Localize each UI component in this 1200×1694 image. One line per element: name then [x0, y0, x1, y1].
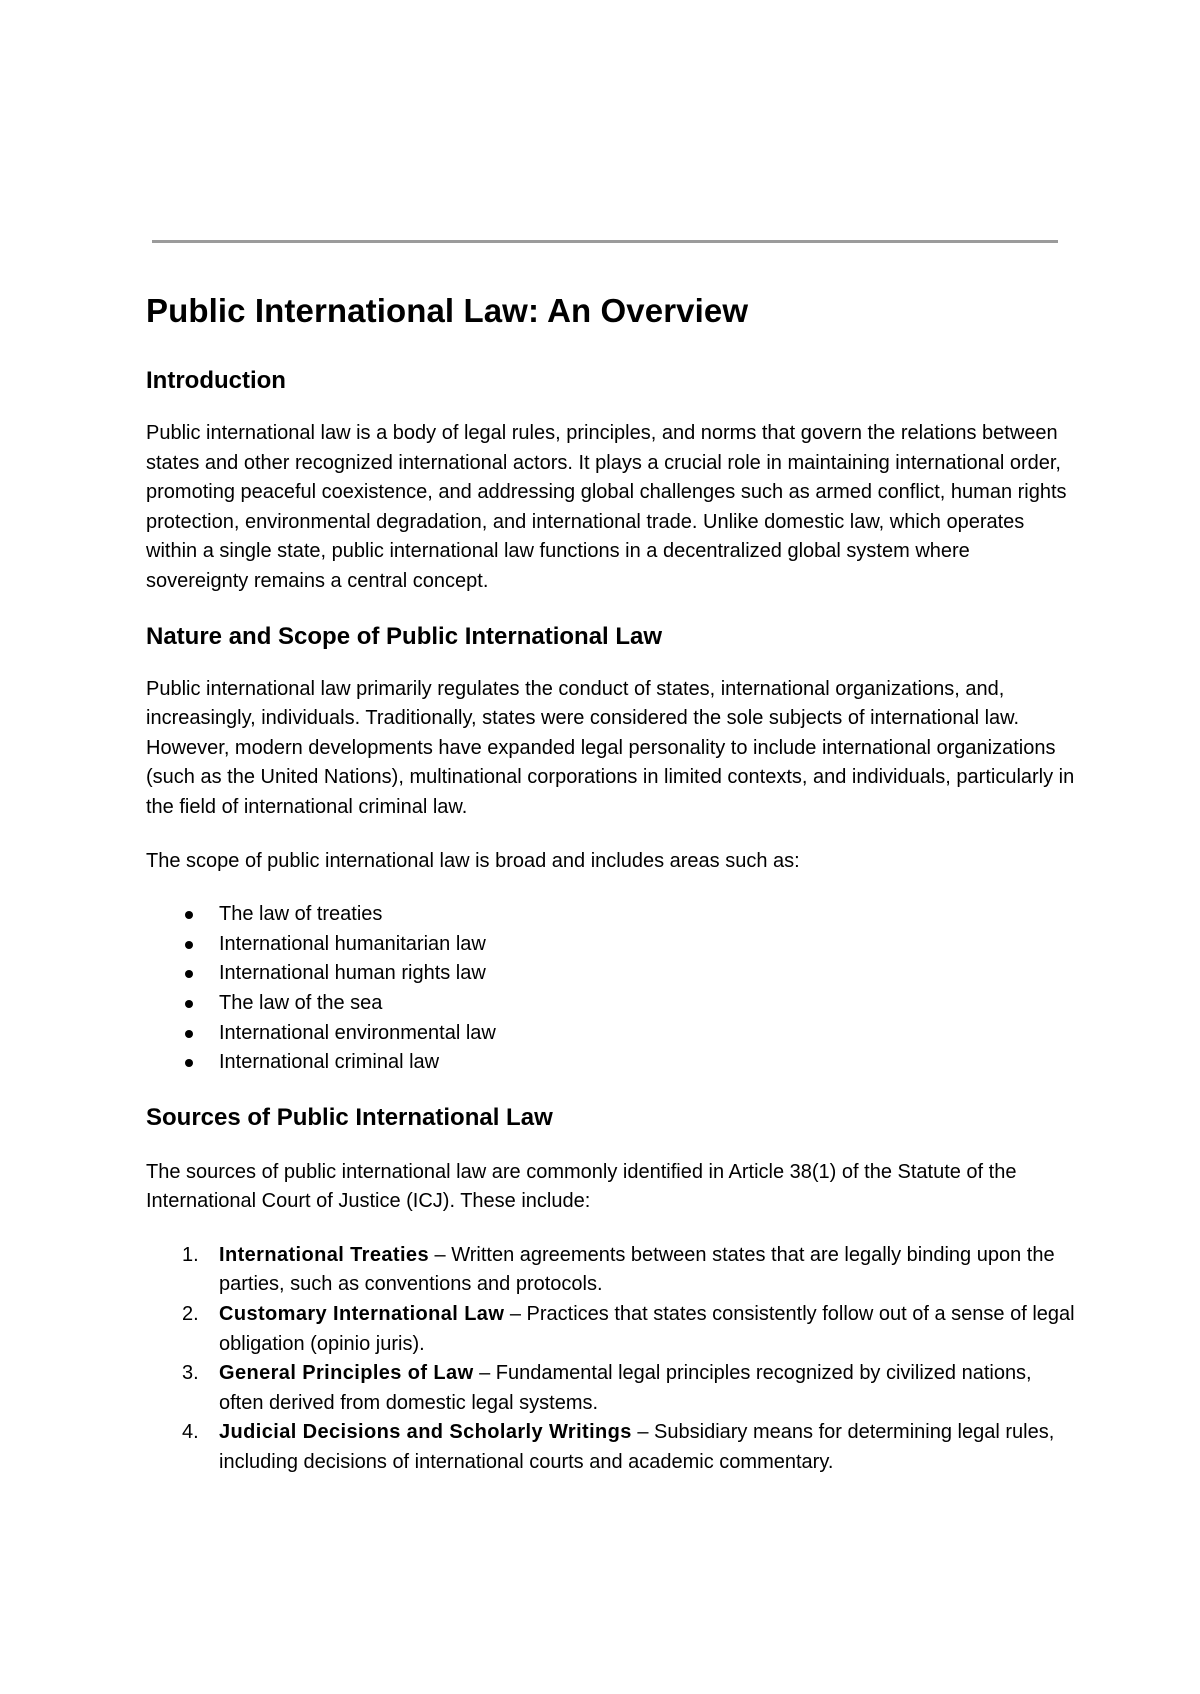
sources-heading: Sources of Public International Law: [146, 1103, 553, 1131]
list-item: [146, 989, 1076, 1019]
sources-paragraph: The sources of public international law are commonly identified in Article 38(1) of the Statute of the International Court of Justice (ICJ). These include:: [146, 1160, 1017, 1213]
scope-areas-list: [146, 900, 1076, 1078]
list-number: 2.: [182, 1303, 199, 1326]
list-item-text: The law of the sea: [219, 991, 383, 1014]
list-item: [146, 1241, 1076, 1300]
source-description: – Fundamental legal principles recognized by civilized nations, often derived from domestic legal systems.: [219, 1362, 1032, 1414]
list-item-text: International criminal law: [219, 1051, 440, 1074]
source-term: International Treaties: [219, 1243, 429, 1266]
list-number: 1.: [182, 1243, 199, 1266]
scope-intro-paragraph: The scope of public international law is broad and includes areas such as:: [146, 849, 800, 872]
sources-list: [146, 1241, 1076, 1478]
horizontal-rule: [152, 240, 1058, 243]
document-body: [146, 284, 1076, 1478]
source-term: General Principles of Law: [219, 1362, 474, 1385]
list-item-text: International human rights law: [219, 962, 486, 985]
list-item: [146, 1300, 1076, 1359]
source-description: – Written agreements between states that are legally binding upon the parties, such as conventions and protocols.: [219, 1243, 1055, 1296]
nature-scope-paragraph: Public international law primarily regulates the conduct of states, international organizations, and, increasingly, individuals. Traditionally, states were considered the sole subjects of international law. However, modern developments have expanded legal personality to include international organizations (such as the United Nations), multinational corporations in limited contexts, and individuals, particularly in the field of international criminal law.: [146, 677, 1075, 818]
bullet-icon: [185, 1059, 193, 1067]
list-item: [146, 1048, 1076, 1078]
bullet-icon: [185, 1030, 193, 1038]
bullet-icon: [185, 970, 193, 978]
list-item: [146, 1019, 1076, 1049]
source-description: – Practices that states consistently follow out of a sense of legal obligation (opinio juris).: [219, 1303, 1075, 1355]
source-term: Customary International Law: [219, 1303, 505, 1326]
list-item-text: International environmental law: [219, 1021, 496, 1044]
list-item-text: International humanitarian law: [219, 932, 486, 955]
list-number: 4.: [182, 1421, 199, 1444]
list-item: [146, 930, 1076, 960]
list-item-text: The law of treaties: [219, 903, 383, 926]
list-item: [146, 959, 1076, 989]
introduction-heading: Introduction: [146, 367, 286, 394]
list-item: [146, 900, 1076, 930]
nature-scope-heading: Nature and Scope of Public International Law: [146, 622, 663, 650]
list-item: [146, 1418, 1076, 1477]
introduction-paragraph: Public international law is a body of legal rules, principles, and norms that govern the relations between states and other recognized international actors. It plays a crucial role in maintaining international order, promoting peaceful coexistence, and addressing global challenges such as armed conflict, human rights protection, environmental degradation, and international trade. Unlike domestic law, which operates within a single state, public international law functions in a decentralized global system where sovereignty remains a central concept.: [146, 422, 1067, 592]
list-item: [146, 1359, 1076, 1418]
source-term: Judicial Decisions and Scholarly Writings: [219, 1421, 632, 1444]
bullet-icon: [185, 941, 193, 949]
bullet-icon: [185, 1000, 193, 1008]
list-number: 3.: [182, 1362, 199, 1385]
document-title: Public International Law: An Overview: [146, 292, 749, 329]
source-description: – Subsidiary means for determining legal rules, including decisions of international courts and academic commentary.: [219, 1421, 1055, 1474]
bullet-icon: [185, 911, 193, 919]
